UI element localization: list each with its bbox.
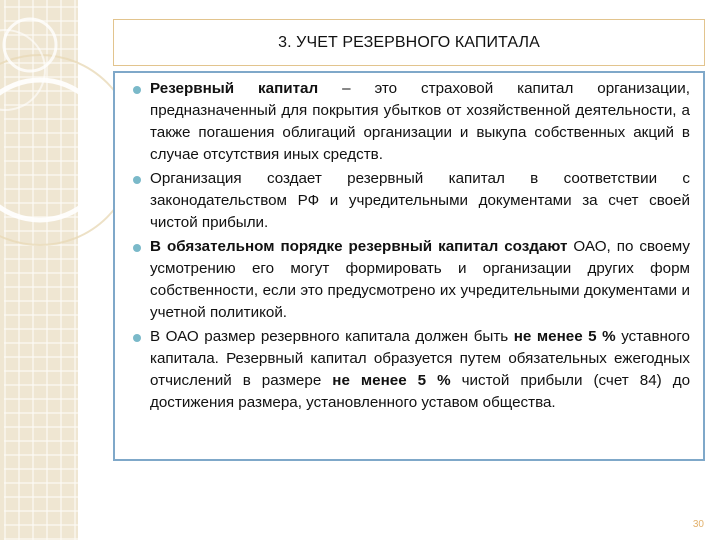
bold-term: В обязательном порядке резервный капитал создают [150,238,568,255]
bold-term: Резервный капитал [150,80,319,97]
list-item [115,78,703,166]
bold-term: не менее 5 % [332,372,451,389]
bullet-dot-icon [133,334,141,342]
bold-term: не менее 5 % [513,328,616,345]
item-text: чистой прибыли (счет 84) до достижения размера, установленного уставом общества. [150,372,691,411]
list-item [115,168,703,234]
list-item [115,326,703,414]
item-text: уставного капитала. Резервный капитал образуется путем обязательных ежегодных отчислений в размере [150,328,691,389]
bullet-dot-icon [133,244,141,252]
item-text: Организация создает резервный капитал в соответствии с законодательством РФ и учредительными документами за счет своей чистой прибыли. [150,170,690,231]
bullet-list [115,78,703,416]
item-text: ОАО, по своему усмотрению его могут формировать и организации других форм собственности, если это предусмотрено их учредительными документами и учетной политикой. [150,238,690,321]
content-box [113,71,705,461]
page-number: 30 [692,519,704,530]
title-box [113,19,705,66]
item-text: В ОАО размер резервного капитала должен быть [150,328,514,345]
bullet-dot-icon [133,86,141,94]
item-text: – это страховой капитал организации, предназначенный для покрытия убытков от хозяйственной деятельности, а также погашения облигаций организации и выкупа собственных акций в случае отсутствия иных средств. [150,80,690,163]
bullet-dot-icon [133,176,141,184]
slide-title: 3. УЧЕТ РЕЗЕРВНОГО КАПИТАЛА [278,33,540,51]
list-item [115,236,703,324]
